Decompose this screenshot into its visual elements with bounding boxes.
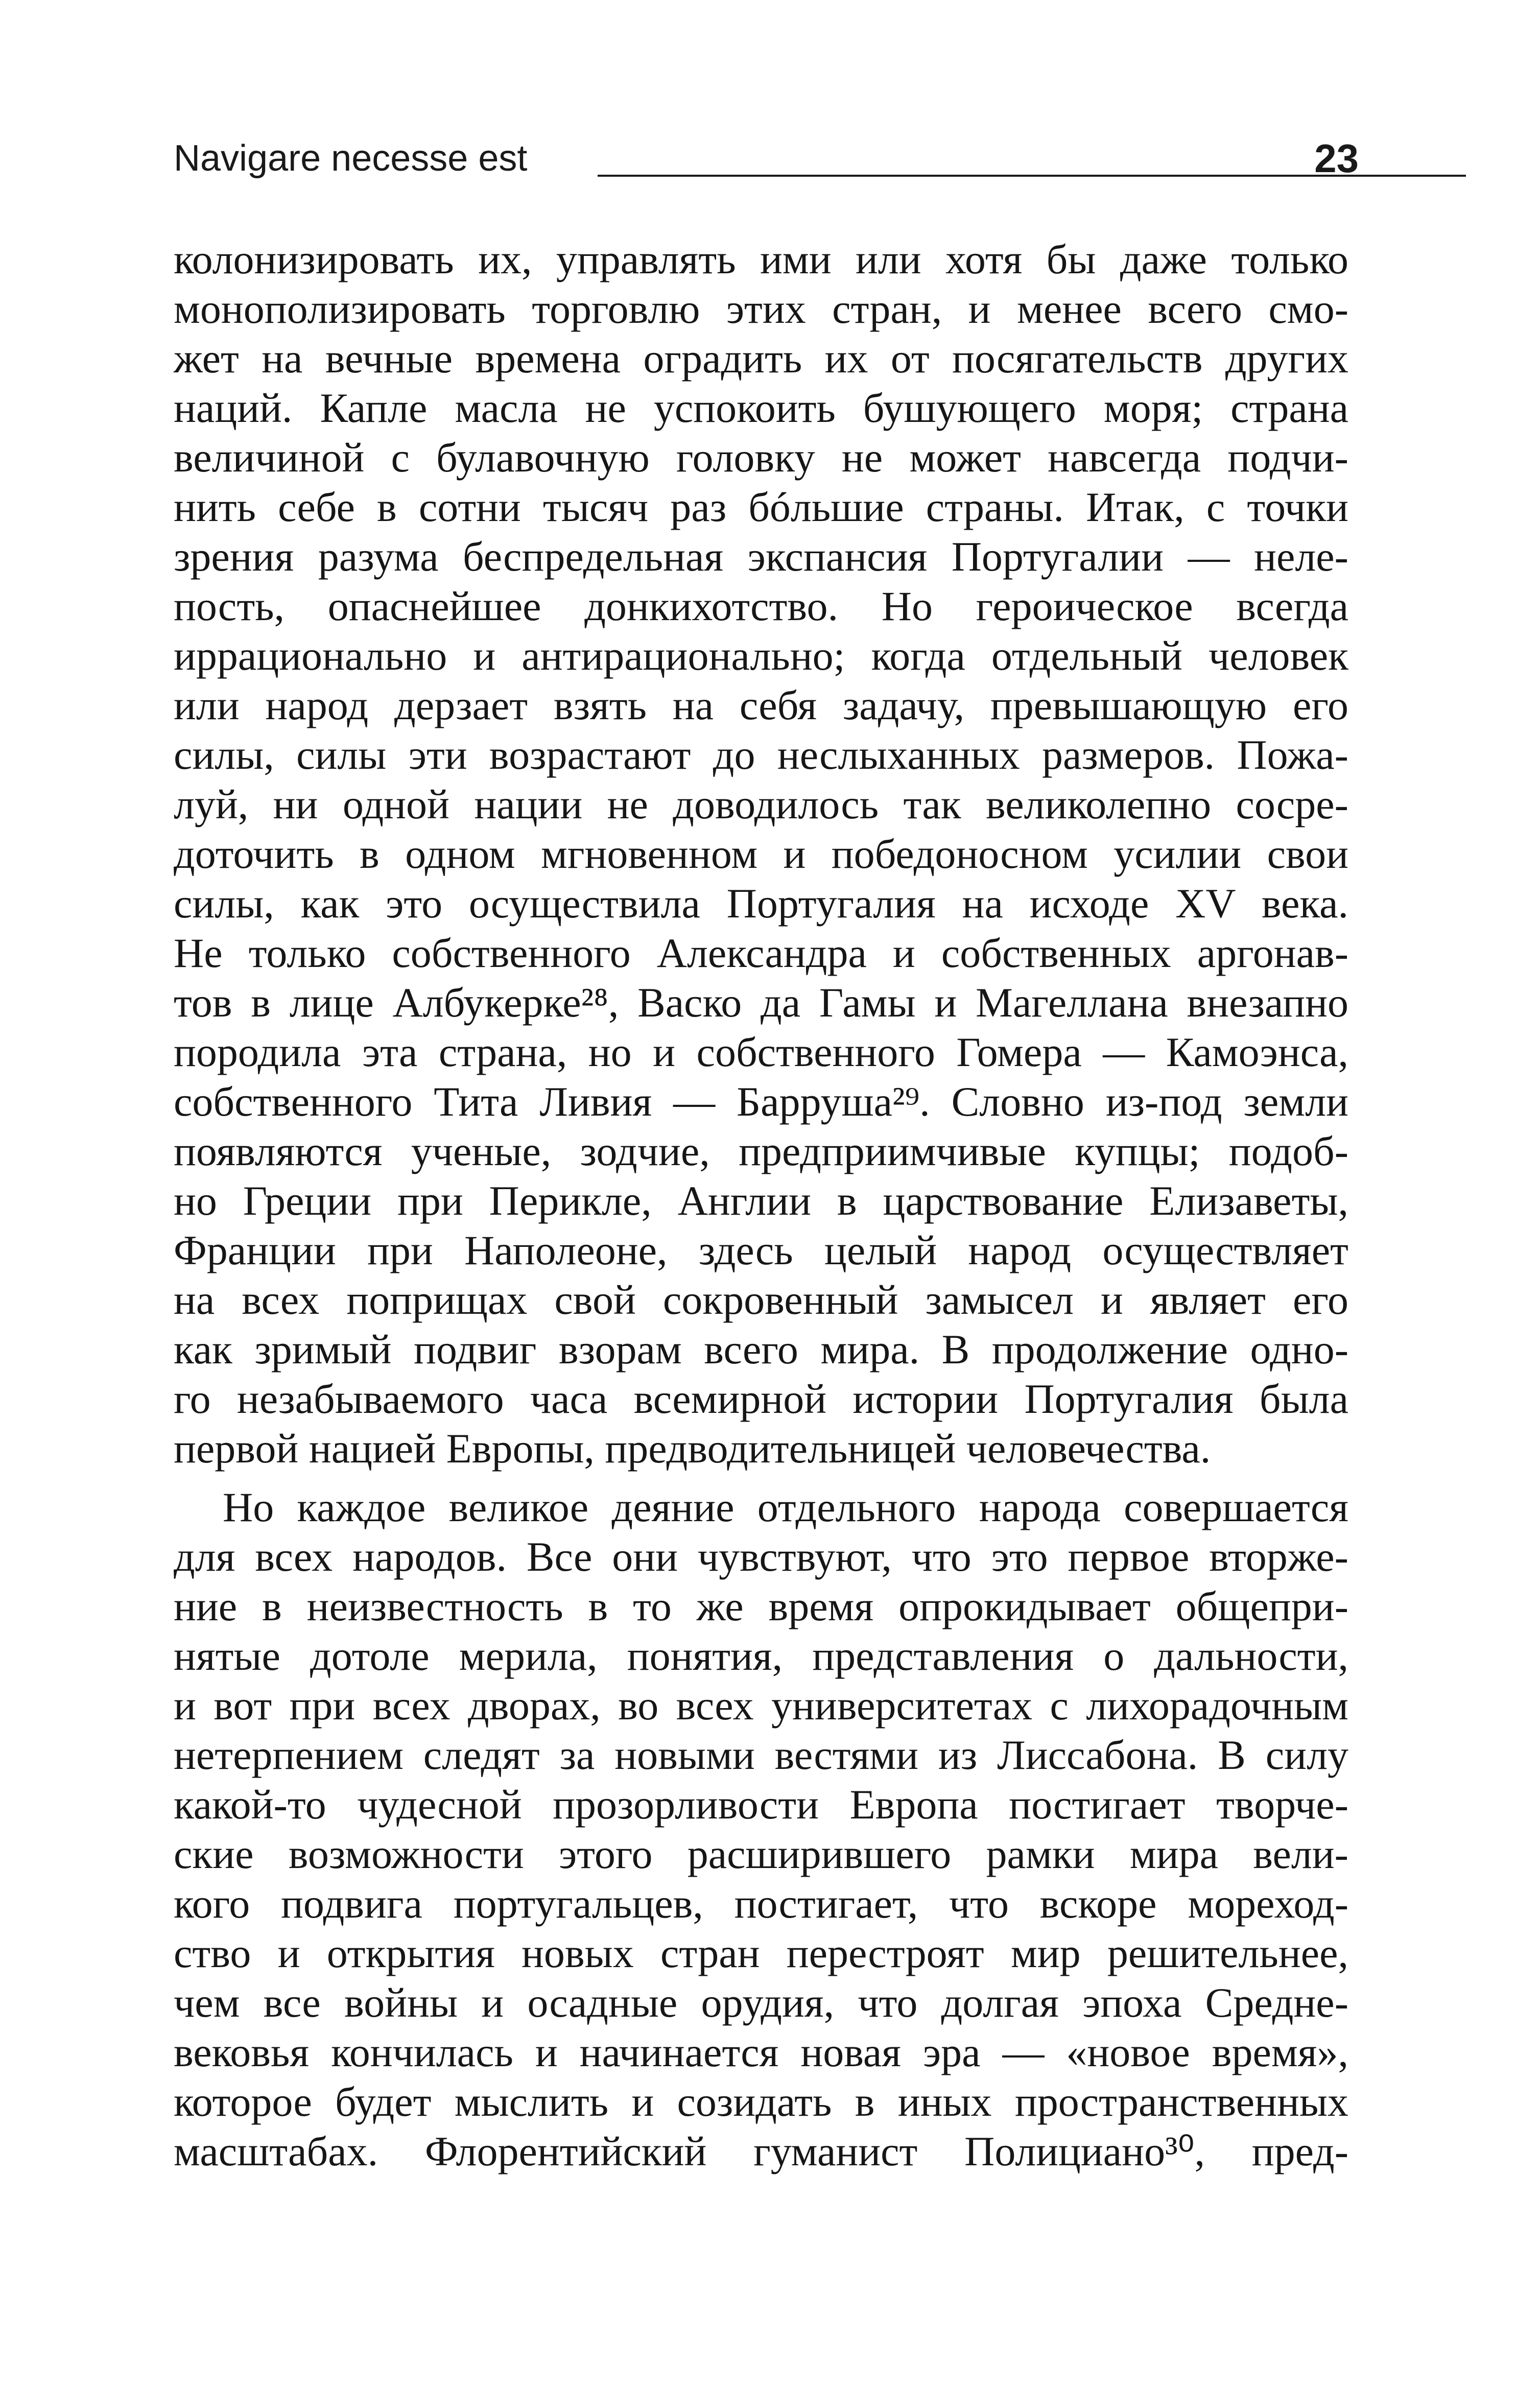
text-line: Но каждое великое деяние отдельного народа совершается	[223, 1484, 1348, 1530]
text-line: Не только собственного Александра и собственных аргонав-	[174, 930, 1348, 976]
text-line: силы, силы эти возрастают до неслыханных размеров. Пожа-	[174, 731, 1348, 778]
text-line: породила эта страна, но и собственного Гомера — Камоэнса,	[174, 1029, 1348, 1075]
text-line: или народ дерзает взять на себя задачу, превышающую его	[174, 682, 1348, 728]
text-line: луй, ни одной нации не доводилось так великолепно сосре-	[174, 781, 1348, 827]
text-line: наций. Капле масла не успокоить бушующего моря; страна	[174, 385, 1348, 431]
text-line: монополизировать торговлю этих стран, и менее всего смо-	[174, 286, 1348, 332]
text-line: нить себе в сотни тысяч раз бóльшие страны. Итак, с точки	[174, 484, 1348, 530]
text-line: ние в неизвестность в то же время опрокидывает общепри-	[174, 1583, 1348, 1629]
text-line: силы, как это осуществила Португалия на исходе XV века.	[174, 880, 1348, 927]
running-header	[174, 135, 1359, 192]
text-line: тов в лице Албукерке²⁸, Васко да Гамы и Магеллана внезапно	[174, 979, 1348, 1026]
text-line: и вот при всех дворах, во всех университетах с лихорадочным	[174, 1682, 1348, 1729]
text-line: Франции при Наполеоне, здесь целый народ осуществляет	[174, 1227, 1348, 1273]
text-line: вековья кончилась и начинается новая эра — «новое время»,	[174, 2029, 1348, 2075]
text-line: доточить в одном мгновенном и победоносном усилии свои	[174, 831, 1348, 877]
text-line: го незабываемого часа всемирной истории Португалия была	[174, 1376, 1348, 1422]
text-line: масштабах. Флорентийский гуманист Полициано³⁰, пред-	[174, 2128, 1348, 2174]
text-line: пость, опаснейшее донкихотство. Но героическое всегда	[174, 583, 1348, 629]
text-line: величиной с булавочную головку не может навсегда подчи-	[174, 434, 1348, 481]
text-line: чем все войны и осадные орудия, что долгая эпоха Средне-	[174, 1979, 1348, 2026]
text-line: на всех поприщах свой сокровенный замысел и являет его	[174, 1276, 1348, 1323]
text-line: нетерпением следят за новыми вестями из Лиссабона. В силу	[174, 1732, 1348, 1778]
text-line: как зримый подвиг взорам всего мира. В продолжение одно-	[174, 1326, 1348, 1373]
page-number: 23	[1314, 136, 1359, 181]
text-line: но Греции при Перикле, Англии в царствование Елизаветы,	[174, 1177, 1348, 1224]
text-line: нятые дотоле мерила, понятия, представления о дальности,	[174, 1633, 1348, 1679]
text-line: появляются ученые, зодчие, предприимчивые купцы; подоб-	[174, 1128, 1348, 1174]
text-line: ские возможности этого расширившего рамки мира вели-	[174, 1831, 1348, 1877]
text-line: кого подвига португальцев, постигает, что вскоре мореход-	[174, 1880, 1348, 1927]
text-line: которое будет мыслить и созидать в иных пространственных	[174, 2078, 1348, 2125]
text-line: колонизировать их, управлять ими или хотя бы даже только	[174, 236, 1348, 282]
text-line: иррационально и антирационально; когда отдельный человек	[174, 632, 1348, 679]
text-line: зрения разума беспредельная экспансия Португалии — неле-	[174, 533, 1348, 580]
text-line: собственного Тита Ливия — Барруша²⁹. Словно из-под земли	[174, 1078, 1348, 1125]
text-line: какой-то чудесной прозорливости Европа постигает творче-	[174, 1781, 1348, 1828]
running-title: Navigare necesse est	[174, 138, 528, 179]
body-text	[174, 235, 1348, 2268]
text-line: жет на вечные времена оградить их от посягательств других	[174, 335, 1348, 382]
text-line: для всех народов. Все они чувствуют, что это первое вторже-	[174, 1533, 1348, 1580]
text-line: первой нацией Европы, предводительницей человечества.	[174, 1425, 1211, 1472]
text-line: ство и открытия новых стран перестроят мир решительнее,	[174, 1930, 1348, 1976]
